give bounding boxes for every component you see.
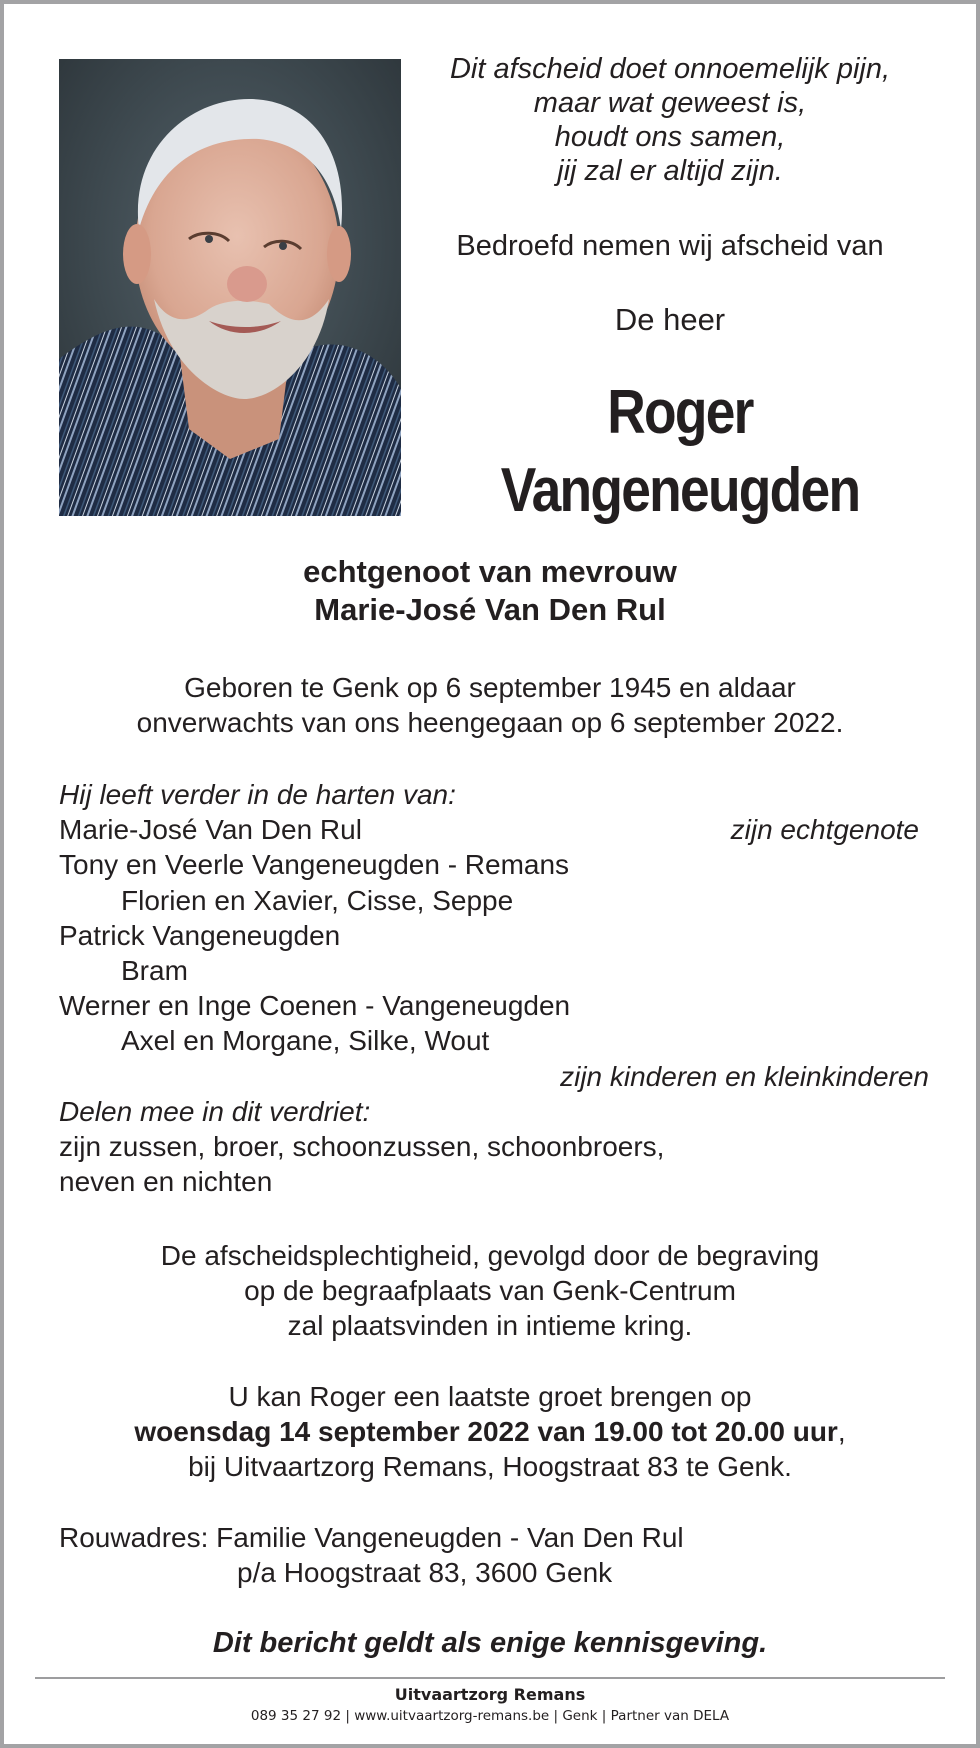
notice-statement: Dit bericht geldt als enige kennisgeving. [212, 1627, 768, 1659]
death-line: onverwachts van ons heengegaan op 6 september 2022. [136, 707, 844, 738]
deceased-last-name: Vangeneugden [500, 456, 860, 525]
mourning-address [59, 1520, 759, 1590]
spouse-relation: echtgenoot van mevrouw [303, 554, 677, 589]
ceremony-line: op de begraafplaats van Genk-Centrum [244, 1275, 736, 1306]
family-child: Werner en Inge Coenen - Vangeneugden [59, 990, 571, 1022]
family-heading: Hij leeft verder in de harten van: [59, 779, 456, 810]
shared-grief-heading: Delen mee in dit verdriet: [59, 1095, 371, 1127]
funeral-home-phone[interactable]: 089 35 27 92 [250, 1708, 342, 1724]
poem-line: Dit afscheid doet onnoemelijk pijn, [449, 53, 891, 85]
address-line: p/a Hoogstraat 83, 3600 Genk [237, 1557, 613, 1588]
ceremony-info [0, 1238, 980, 1343]
family-child: Patrick Vangeneugden [59, 919, 341, 951]
funeral-home-city: Genk [562, 1708, 598, 1724]
family-child: Tony en Veerle Vangeneugden - Remans [59, 849, 570, 881]
separator: | [597, 1708, 611, 1724]
family-spouse-name: Marie-José Van Den Rul [59, 814, 362, 846]
deceased-name [456, 374, 903, 530]
funeral-home-partner: Partner van DELA [610, 1708, 730, 1724]
portrait-photo [59, 59, 401, 516]
ceremony-line: De afscheidsplechtigheid, gevolgd door de begraving [160, 1240, 820, 1271]
shared-grief-line: zijn zussen, broer, schoonzussen, schoonbroers, [59, 1130, 665, 1162]
visitation-info [0, 1379, 980, 1484]
deceased-first-name: Roger [607, 378, 753, 447]
visitation-datetime: woensdag 14 september 2022 van 19.00 tot 20.00 uur [134, 1416, 838, 1447]
funeral-home-website-link[interactable]: www.uitvaartzorg-remans.be [354, 1708, 550, 1724]
family-spouse-role: zijn echtgenote [730, 814, 919, 846]
separator: | [341, 1708, 355, 1724]
honorific: De heer [614, 302, 726, 337]
family-row-spouse [59, 812, 929, 847]
family-grandchildren: Axel en Morgane, Silke, Wout [121, 1025, 490, 1057]
memorial-poem [420, 52, 920, 188]
ceremony-line: zal plaatsvinden in intieme kring. [287, 1310, 693, 1341]
visitation-location: bij Uitvaartzorg Remans, Hoogstraat 83 te Genk. [188, 1451, 792, 1482]
family-list [59, 777, 929, 1199]
poem-line: houdt ons samen, [554, 121, 786, 153]
family-grandchildren: Florien en Xavier, Cisse, Seppe [121, 884, 514, 916]
poem-line: maar wat geweest is, [533, 87, 807, 119]
birth-line: Geboren te Genk op 6 september 1945 en aldaar [184, 672, 796, 703]
shared-grief-line: neven en nichten [59, 1166, 273, 1198]
portrait-illustration [59, 59, 401, 516]
address-line: Rouwadres: Familie Vangeneugden - Van Den Rul [59, 1522, 684, 1553]
announcement-intro: Bedroefd nemen wij afscheid van [456, 230, 884, 262]
spouse-name: Marie-José Van Den Rul [314, 592, 666, 627]
family-grandchildren: Bram [121, 954, 188, 986]
funeral-home-name: Uitvaartzorg Remans [394, 1685, 586, 1704]
visitation-datetime-line [0, 1414, 980, 1449]
family-row-children-role [59, 1059, 929, 1094]
separator: | [549, 1708, 563, 1724]
birth-death-statement [0, 670, 980, 740]
family-children-role: zijn kinderen en kleinkinderen [560, 1060, 929, 1092]
visitation-comma: , [837, 1416, 846, 1447]
visitation-intro: U kan Roger een laatste groet brengen op [228, 1381, 752, 1412]
poem-line: jij zal er altijd zijn. [557, 155, 783, 187]
funeral-home-contact [0, 1706, 980, 1726]
spouse-block [0, 553, 980, 629]
footer-divider [35, 1677, 945, 1679]
